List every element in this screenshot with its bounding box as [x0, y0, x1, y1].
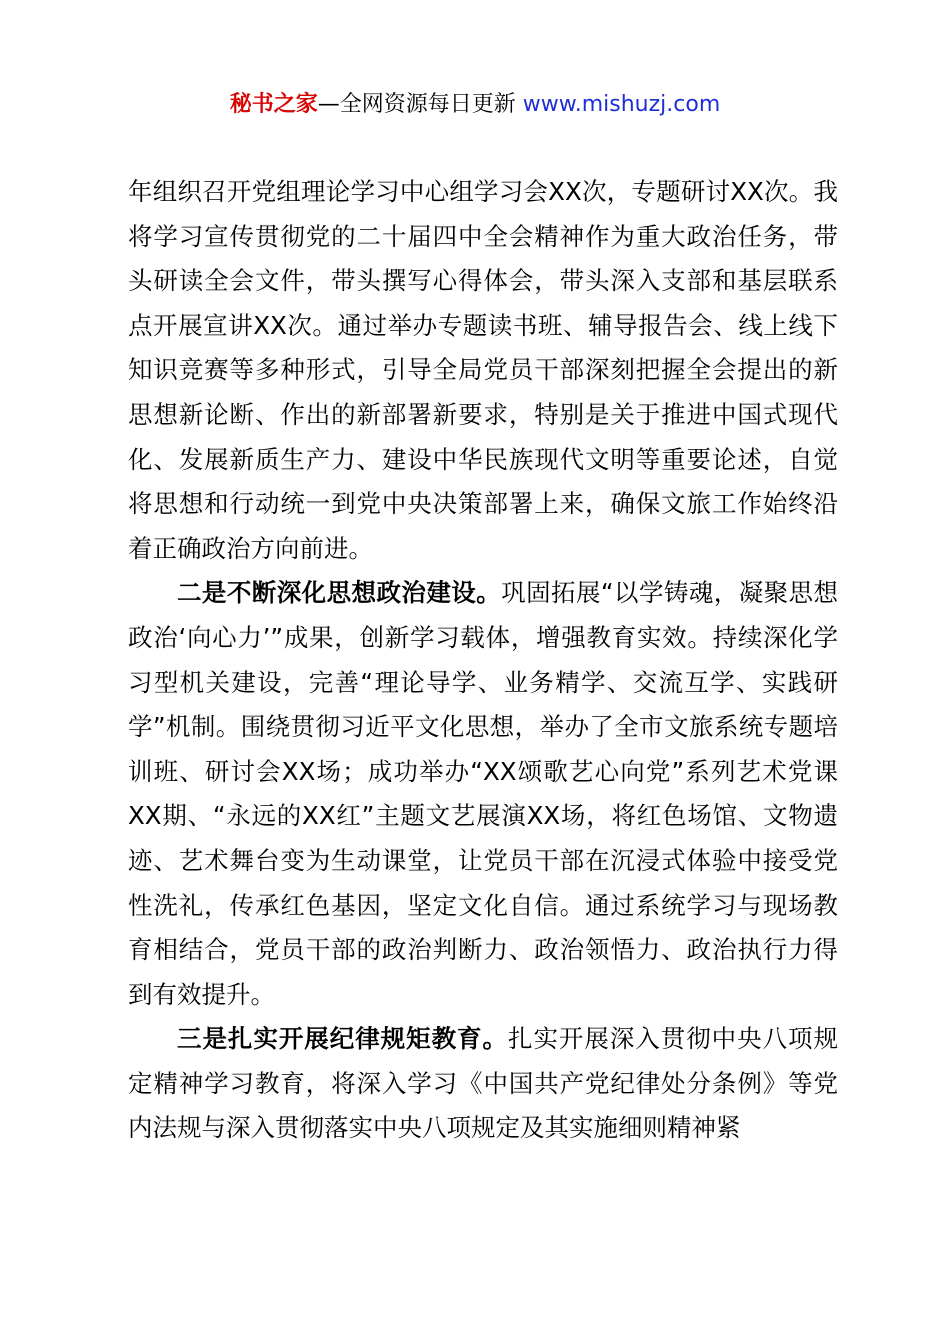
paragraph-text: 巩固拓展“以学铸魂，凝聚思想政治‘向心力’”成果，创新学习载体，增强教育实效。持续深化学习型机关建设，完善“理论导学、业务精学、交流互学、实践研学”机制。围绕贯彻习近平文化思想，举办了全市文旅系统专题培训班、研讨会XX场；成功举办“XX颂歌艺心向党”系列艺术党课XX期、“永远的XX红”主题文艺展演XX场，将红色场馆、文物遗迹、艺术舞台变为生动课堂，让党员干部在沉浸式体验中接受党性洗礼，传承红色基因，坚定文化自信。通过系统学习与现场教育相结合，党员干部的政治判断力、政治领悟力、政治执行力得到有效提升。: [128, 578, 838, 1009]
paragraph-text: 扎实开展深入贯彻中央八项规定精神学习教育，将深入学习《中国共产党纪律处分条例》等党内法规与深入贯彻落实中央八项规定及其实施细则精神紧: [128, 1024, 839, 1143]
paragraph-text: 年组织召开党组理论学习中心组学习会XX次，专题研讨XX次。我将学习宣传贯彻党的二十届四中全会精神作为重大政治任务，带头研读全会文件，带头撰写心得体会，带头深入支部和基层联系点开展宣讲XX次。通过举办专题读书班、辅导报告会、线上线下知识竞赛等多种形式，引导全局党员干部深刻把握全会提出的新思想新论断、作出的新部署新要求，特别是关于推进中国式现代化、发展新质生产力、建设中华民族现代文明等重要论述，自觉将思想和行动统一到党中央决策部署上来，确保文旅工作始终沿着正确政治方向前进。: [128, 177, 838, 563]
paragraph-lead: 三是扎实开展纪律规矩教育。: [177, 1024, 508, 1054]
document-body: [128, 170, 838, 1151]
site-tagline: 全网资源每日更新: [339, 92, 523, 117]
paragraph-discipline-education: [128, 1017, 838, 1151]
paragraph-continuation: [128, 170, 838, 571]
site-header: [0, 88, 950, 122]
paragraph-ideological-building: [128, 571, 838, 1017]
paragraph-lead: 二是不断深化思想政治建设。: [177, 578, 502, 608]
site-brand: 秘书之家: [229, 92, 318, 117]
site-url[interactable]: www.mishuzj.com: [522, 92, 721, 117]
header-dash: —: [317, 92, 340, 117]
